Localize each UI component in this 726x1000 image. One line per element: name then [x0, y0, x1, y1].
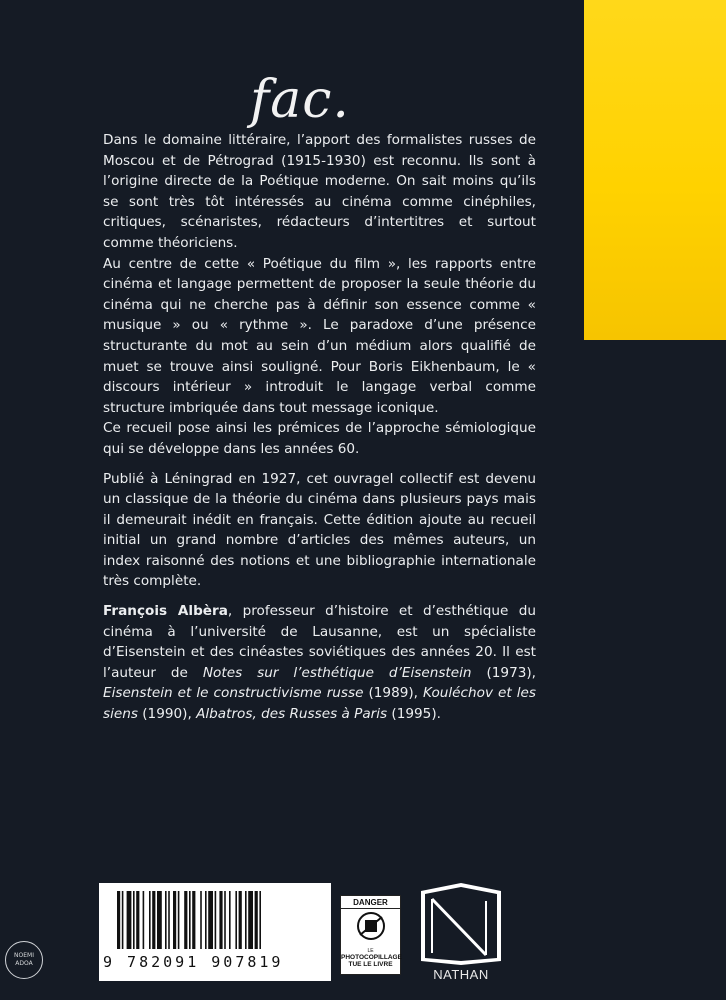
warning-line-2: TUE LE LIVRE — [348, 961, 393, 968]
nathan-n-icon — [418, 883, 504, 965]
series-logo: fac. — [250, 70, 350, 130]
publisher-logo — [418, 883, 504, 987]
paragraph-semiologie: Ce recueil pose ainsi les prémices de l’approche sémiologique qui se développe dans les années 60. — [103, 420, 536, 457]
yellow-accent-band — [584, 0, 726, 340]
author-bio-text-5: (1995). — [387, 706, 441, 723]
seal-line-1: NOEMI — [14, 952, 34, 959]
work-title-koulechov: Kouléchov et les siens — [103, 685, 536, 723]
paragraph-poetique: Au centre de cette « Poétique du film », les rapports entre cinéma et langage permettent de proposer la seule théorie du cinéma qui ne cherche pas à définir son essence comme « musique » ou « rythme ». Le paradoxe d’une présence structurante du mot au sein d’un médium alors qualifié de muet se trouve ainsi souligné. Pour Boris Eikhenbaum, le « discours intérieur » introduit le langage verbal comme structure imbriquée dans tout message iconique. — [103, 255, 536, 416]
warning-line-1: PHOTOCOPILLAGE — [341, 954, 402, 961]
seal-line-2: ADOA — [15, 960, 33, 967]
photocopy-warning-label — [340, 895, 401, 975]
isbn-barcode — [99, 883, 331, 981]
barcode-bars-icon — [117, 891, 313, 949]
warning-title: DANGER — [341, 898, 400, 909]
paragraph-intro: Dans le domaine littéraire, l’apport des formalistes russes de Moscou et de Pétrograd (1915-1930) est reconnu. Ils sont à l’origine directe de la Poétique moderne. On sait moins qu’ils se sont très tôt intéressés au cinéma comme cinéphiles, critiques, scénaristes, rédacteurs d’intertitres et surtout comme théoriciens. — [103, 132, 536, 251]
author-bio-text-4: (1990), — [137, 706, 197, 723]
paragraph-publication: Publié à Léningrad en 1927, cet ouvragel collectif est devenu un classique de la théorie du cinéma dans plusieurs pays mais il demeurait inédit en français. Cette édition ajoute au recueil initial un grand nombre d’articles des mêmes auteurs, un index raisonné des notions et une bibliographie internationale très complète. — [103, 470, 536, 590]
author-name: François Albèra — [103, 603, 228, 620]
blurb-text — [103, 130, 536, 725]
author-bio — [103, 601, 536, 725]
photocopier-icon — [354, 911, 388, 941]
work-title-constructivisme: Eisenstein et le constructivisme russe — [103, 685, 364, 702]
work-title-albatros: Albatros, des Russes à Paris — [196, 706, 388, 723]
publisher-name: NATHAN — [433, 967, 489, 982]
library-seal-stamp — [5, 941, 43, 979]
author-bio-text-1: , professeur d’histoire et d’esthétique du cinéma à l’université de Lausanne, est un spécialiste d’Eisenstein et des cinéastes soviétiques des années 20. Il est l’auteur de — [103, 603, 537, 681]
warning-sub: LE — [367, 948, 374, 954]
work-title-notes: Notes sur l’esthétique d’Eisenstein — [202, 664, 472, 681]
barcode-digits: 9 782091 907819 — [103, 953, 284, 971]
author-bio-text-3: (1989), — [363, 685, 424, 702]
author-bio-text-2: (1973), — [471, 664, 536, 681]
